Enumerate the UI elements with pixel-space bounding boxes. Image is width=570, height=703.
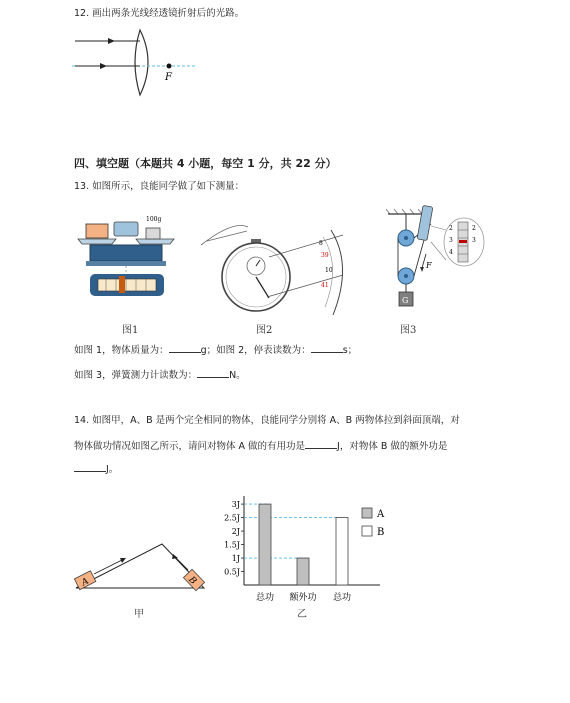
q13-line2-text: 如图 3，弹簧测力计读数为： xyxy=(74,370,198,381)
svg-text:41: 41 xyxy=(321,282,329,289)
work-bar-chart xyxy=(220,490,410,610)
fig-yi-caption: 乙 xyxy=(297,609,307,620)
q14-line3 xyxy=(74,461,118,477)
legend-a-label: A xyxy=(377,509,385,520)
weight-g-label: G xyxy=(402,296,409,305)
q14-line3-unit: J。 xyxy=(106,464,119,475)
fig-jia-caption: 甲 xyxy=(134,609,144,620)
blank-spring[interactable] xyxy=(197,367,229,378)
scale-pointer xyxy=(459,240,467,243)
y-tick-label: 0.5J xyxy=(224,567,240,577)
q14-line2 xyxy=(74,438,447,454)
focal-point xyxy=(167,64,172,69)
right-pan xyxy=(136,239,174,244)
bar-a xyxy=(297,558,309,585)
blank-stopwatch[interactable] xyxy=(311,342,343,353)
y-tick-label: 1.5J xyxy=(224,540,240,550)
q12-number: 12. xyxy=(74,8,90,19)
x-category-label: 总功 xyxy=(255,593,275,603)
x-category-label: 额外功 xyxy=(289,593,317,603)
balance-dial xyxy=(114,222,138,236)
fig3-caption: 图3 xyxy=(400,325,417,336)
block-b-label: B xyxy=(186,575,198,587)
y-tick-label: 3J xyxy=(231,500,240,510)
rider xyxy=(119,276,125,293)
q14-line2-text: 物体做功情况如图乙所示，请问对物体 A 做的有用功是 xyxy=(74,441,306,452)
svg-text:8: 8 xyxy=(319,240,323,247)
q13-intro: 13. 如图所示，良能同学做了如下测量： xyxy=(74,181,245,192)
svg-text:2: 2 xyxy=(472,225,476,232)
q13-line1 xyxy=(74,342,357,358)
legend-b-swatch xyxy=(362,526,372,536)
block-a-label: A xyxy=(80,576,91,589)
ray-arrow-axis xyxy=(100,63,107,69)
q12-prompt xyxy=(74,7,244,21)
x-category-label: 总功 xyxy=(332,593,352,603)
svg-text:39: 39 xyxy=(321,252,329,259)
focus-label: F xyxy=(165,72,172,83)
fig1-caption: 图1 xyxy=(122,325,139,336)
pulley-figure xyxy=(386,202,486,320)
legend-a-swatch xyxy=(362,508,372,518)
fig2-caption: 图2 xyxy=(256,325,273,336)
y-tick-label: 1J xyxy=(231,554,240,564)
svg-text:4: 4 xyxy=(449,249,453,256)
q13-line2 xyxy=(74,367,246,383)
balance-foot xyxy=(86,261,166,266)
q12-text: 画出两条光线经透镜折射后的光路。 xyxy=(92,8,245,19)
q14-line1: 14. 如图甲，A、B 是两个完全相同的物体，良能同学分别将 A、B 两物体拉到斜面顶端，对 xyxy=(74,415,460,426)
balance-base xyxy=(90,245,162,261)
balance-figure xyxy=(76,212,176,312)
incline-figure xyxy=(70,538,210,594)
svg-text:10: 10 xyxy=(325,267,333,274)
q12-lens-diagram xyxy=(60,25,220,115)
weight-block xyxy=(146,228,160,239)
svg-text:2: 2 xyxy=(449,225,453,232)
y-tick-label: 2.5J xyxy=(224,513,240,523)
legend-b-label: B xyxy=(377,527,385,538)
svg-text:3: 3 xyxy=(472,237,476,244)
rider-scale xyxy=(98,279,156,291)
blank-extra-work[interactable] xyxy=(74,461,106,472)
blank-useful-work[interactable] xyxy=(305,438,337,449)
q13-line2-unit: N。 xyxy=(229,370,246,381)
q13-line1-text-a: 如图 1，物体质量为： xyxy=(74,345,169,356)
section-title: 四、填空题（本题共 4 小题，每空 1 分，共 22 分） xyxy=(74,157,337,170)
ray-arrow-top xyxy=(108,38,115,44)
q13-line1-text-c: s； xyxy=(342,345,358,356)
blank-mass[interactable] xyxy=(169,342,201,353)
convex-lens xyxy=(135,30,148,95)
force-label: F xyxy=(426,261,432,270)
left-pan xyxy=(78,239,116,244)
q14-line2-unit: J，对物体 B 做的额外功是 xyxy=(337,441,448,452)
bar-b xyxy=(336,518,348,585)
object-block xyxy=(86,224,108,238)
weight-label: 100g xyxy=(146,216,162,223)
q13-line1-text-b: g；如图 2，停表读数为： xyxy=(200,345,311,356)
stopwatch-figure xyxy=(193,215,353,320)
y-tick-label: 2J xyxy=(231,527,240,537)
svg-text:3: 3 xyxy=(449,237,453,244)
bar-a xyxy=(259,504,271,585)
